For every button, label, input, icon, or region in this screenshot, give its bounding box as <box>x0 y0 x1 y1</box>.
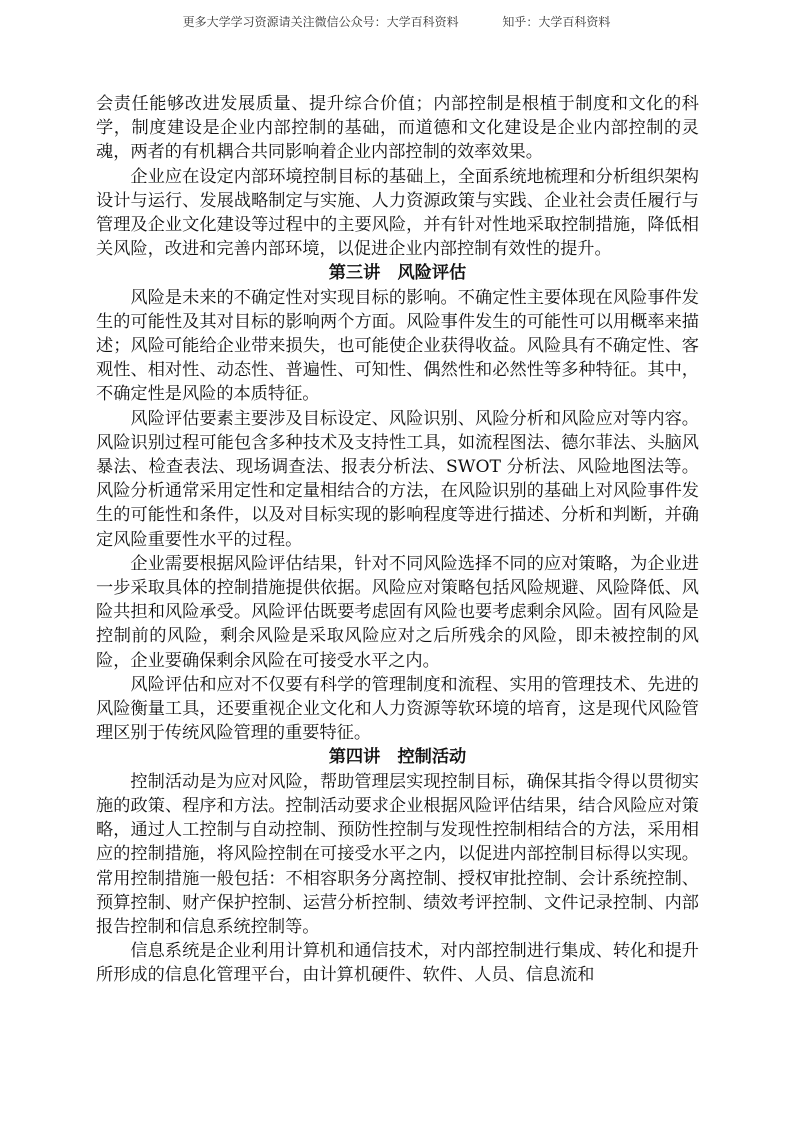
paragraph-culture-continuation: 会责任能够改进发展质量、提升综合价值；内部控制是根植于制度和文化的科学，制度建设是企业内部控制的基础，而道德和文化建设是企业内部控制的灵魂，两者的有机耦合共同影响着企业内部控制的效率效果。 <box>96 94 699 163</box>
paragraph-risk-soft-environment: 风险评估和应对不仅要有科学的管理制度和流程、实用的管理技术、先进的风险衡量工具，还要重视企业文化和人力资源等软环境的培育，这是现代风险管理区别于传统风险管理的重要特征。 <box>96 674 699 744</box>
paragraph-risk-assessment-elements: 风险评估要素主要涉及目标设定、风险识别、风险分析和风险应对等内容。风险识别过程可能包含多种技术及支持性工具，如流程图法、德尔菲法、头脑风暴法、检查表法、现场调查法、报表分析法、SWOT 分析法、风险地图法等。风险分析通常采用定性和定量相结合的方法，在风险识别的基础上对风险事件发生的可能性和条件，以及对目标实现的影响程度等进行描述、分析和判断，并确定风险重要性水平的过程。 <box>96 408 699 550</box>
paragraph-information-system: 信息系统是企业利用计算机和通信技术，对内部控制进行集成、转化和提升所形成的信息化管理平台，由计算机硬件、软件、人员、信息流和 <box>96 941 699 986</box>
paragraph-risk-response: 企业需要根据风险评估结果，针对不同风险选择不同的应对策略，为企业进一步采取具体的控制措施提供依据。风险应对策略包括风险规避、风险降低、风险共担和风险承受。风险评估既要考虑固有风险也要考虑剩余风险。固有风险是控制前的风险，剩余风险是采取风险应对之后所残余的风险，即未被控制的风险，企业要确保剩余风险在可接受水平之内。 <box>96 553 699 671</box>
paragraph-internal-environment: 企业应在设定内部环境控制目标的基础上，全面系统地梳理和分析组织架构设计与运行、发展战略制定与实施、人力资源政策与实践、企业社会责任履行与管理及企业文化建设等过程中的主要风险，并有针对性地采取控制措施，降低相关风险，改进和完善内部环境，以促进企业内部控制有效性的提升。 <box>96 166 699 260</box>
paragraph-control-activities: 控制活动是为应对风险，帮助管理层实现控制目标，确保其指令得以贯彻实施的政策、程序和方法。控制活动要求企业根据风险评估结果，结合风险应对策略，通过人工控制与自动控制、预防性控制与发现性控制相结合的方法，采用相应的控制措施，将风险控制在可接受水平之内，以促进内部控制目标得以实现。常用控制措施一般包括：不相容职务分离控制、授权审批控制、会计系统控制、预算控制、财产保护控制、运营分析控制、绩效考评控制、文件记录控制、内部报告控制和信息系统控制等。 <box>96 771 699 937</box>
paragraph-risk-definition: 风险是未来的不确定性对实现目标的影响。不确定性主要体现在风险事件发生的可能性及其对目标的影响两个方面。风险事件发生的可能性可以用概率来描述；风险可能给企业带来损失，也可能使企业获得收益。风险具有不确定性、客观性、相对性、动态性、普遍性、可知性、偶然性和必然性等多种特征。其中，不确定性是风险的本质特征。 <box>96 287 699 405</box>
header-zhihu-notice: 知乎：大学百科资料 <box>502 15 611 29</box>
page-header <box>0 14 793 30</box>
header-wechat-notice: 更多大学学习资源请关注微信公众号：大学百科资料 <box>182 15 459 29</box>
section-heading-risk-assessment: 第三讲 风险评估 <box>328 263 467 284</box>
section-heading-control-activities: 第四讲 控制活动 <box>328 747 467 768</box>
document-body <box>96 92 699 988</box>
